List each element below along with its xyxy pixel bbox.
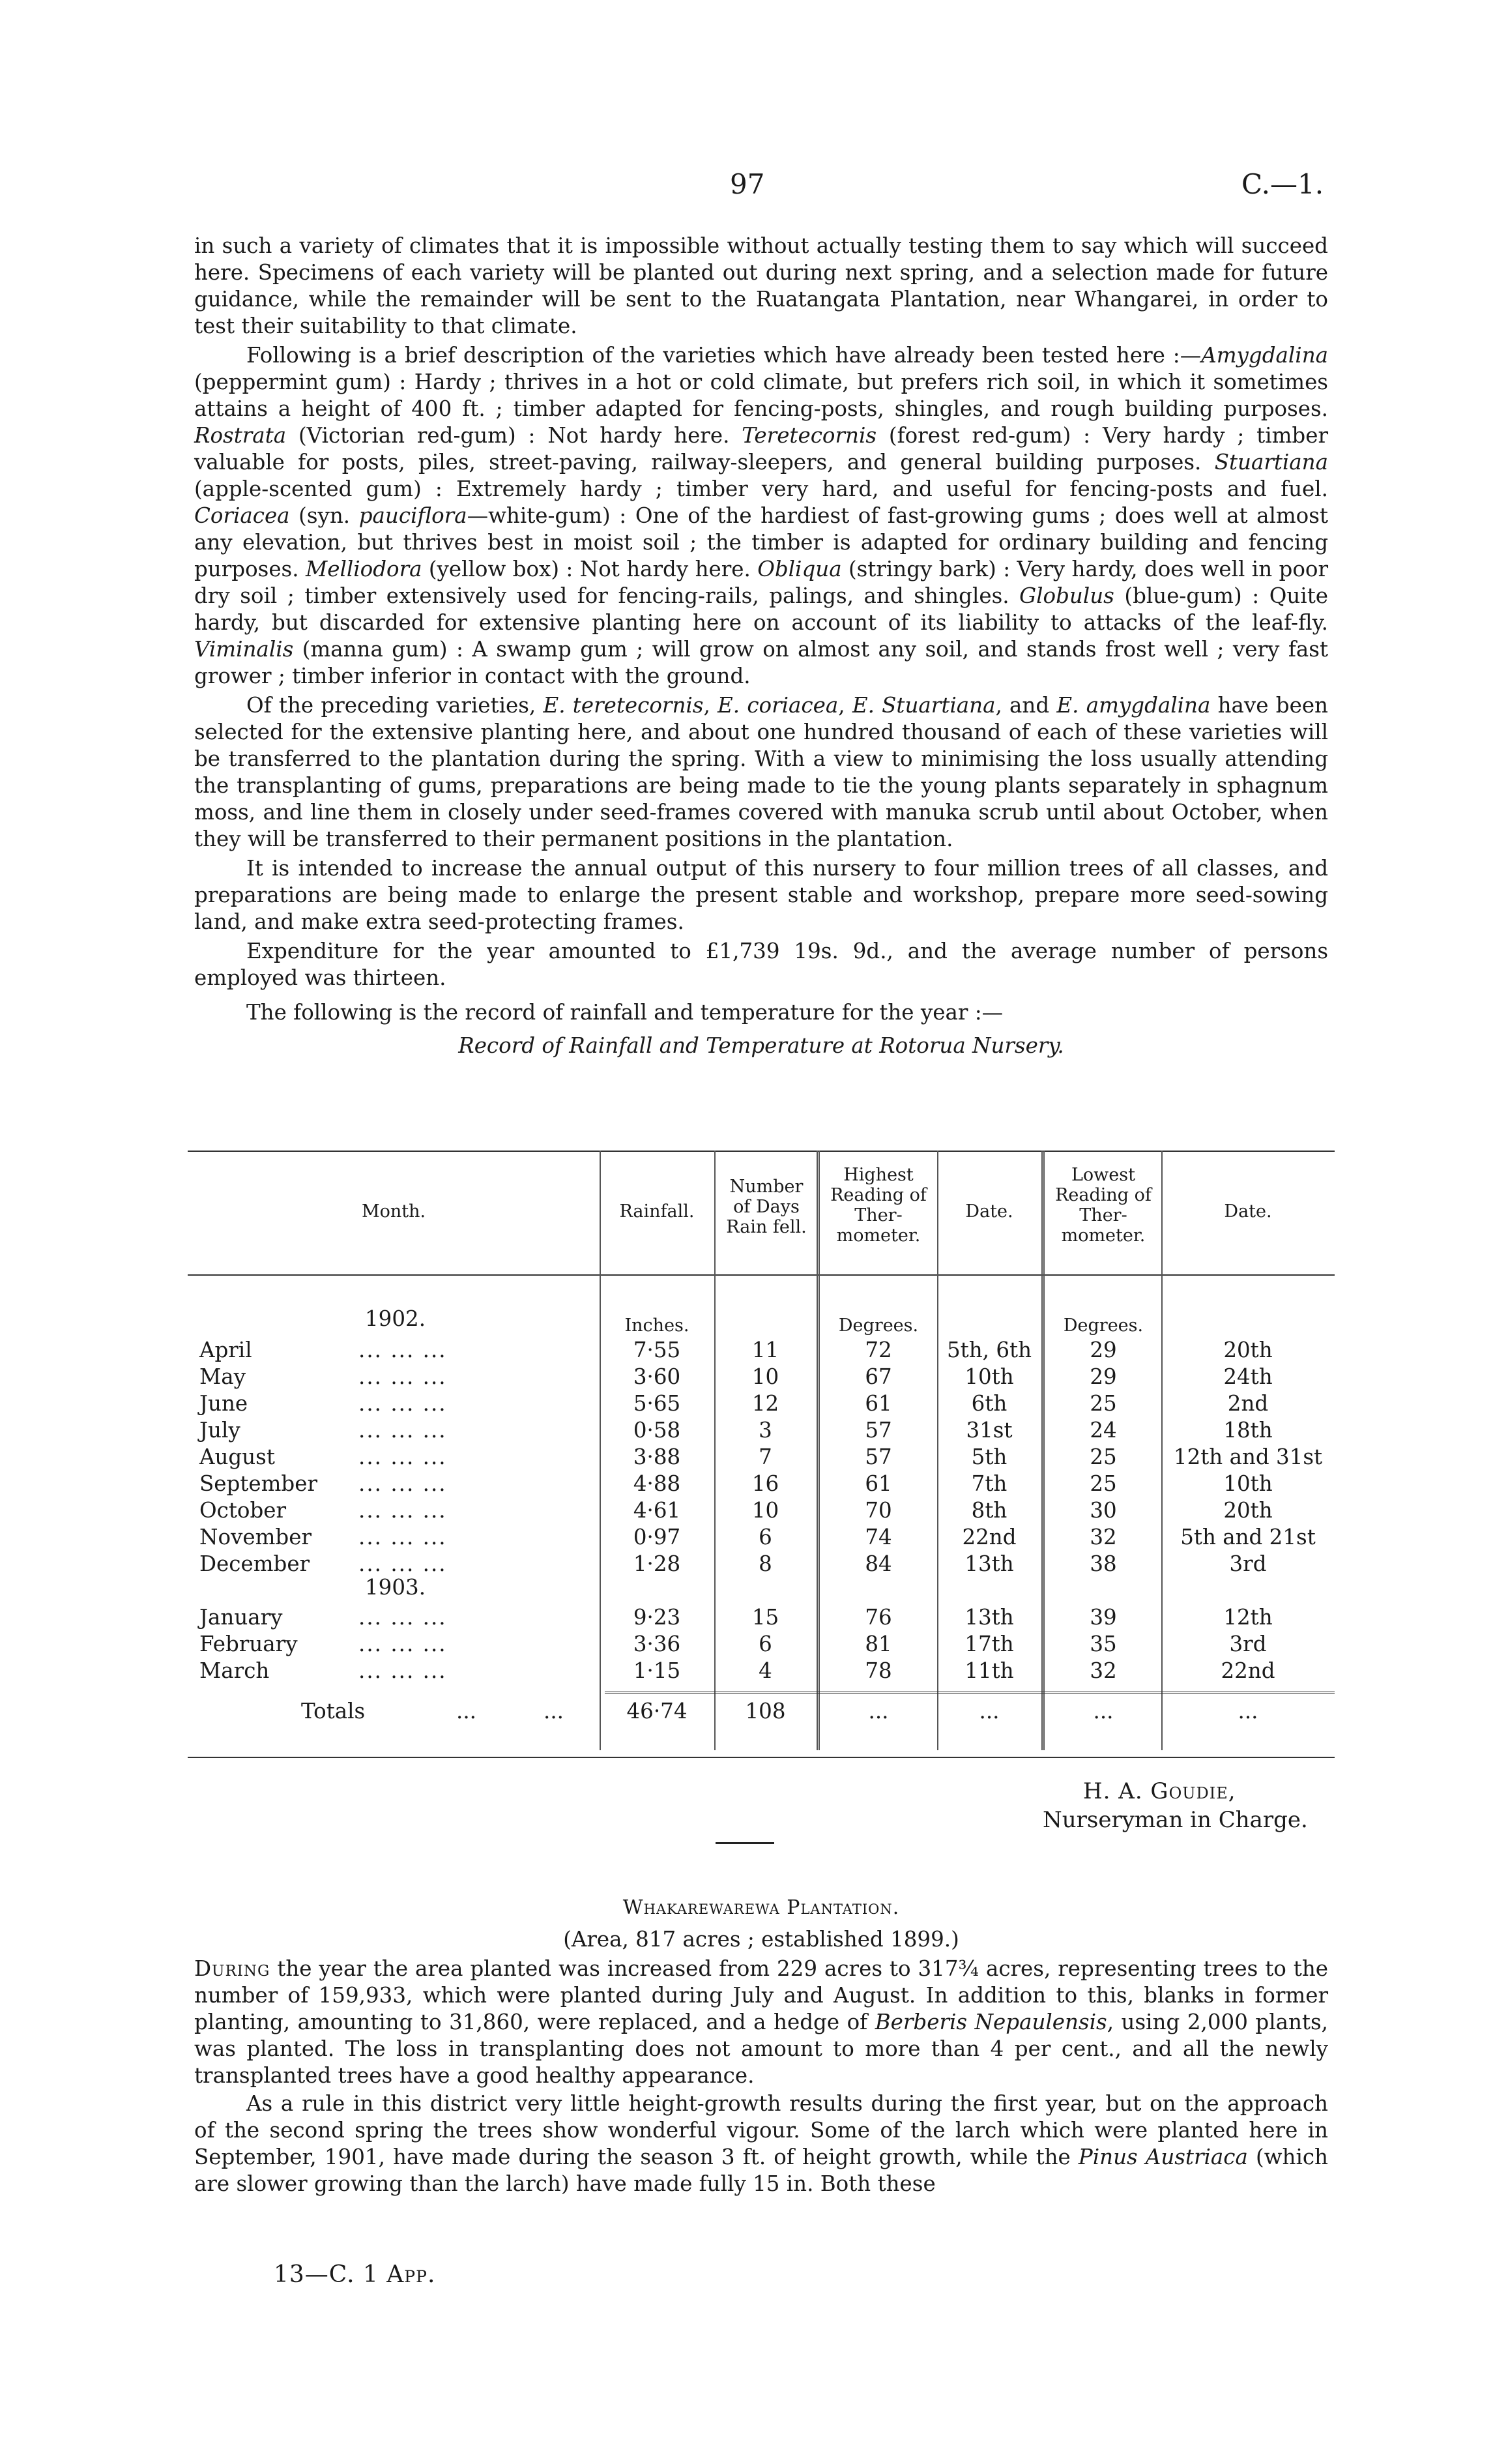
unit-highest: Degrees.: [838, 1315, 919, 1336]
cell-days: 6: [759, 1632, 772, 1656]
cell-rainfall: 4·88: [633, 1471, 681, 1496]
section-divider: [716, 1842, 774, 1844]
cell-month: July: [199, 1418, 240, 1443]
totals-rainfall: 46·74: [626, 1699, 688, 1723]
cell-rainfall: 0·58: [633, 1418, 681, 1443]
cell-highest: 61: [865, 1391, 892, 1416]
cell-rainfall: 1·15: [633, 1658, 681, 1683]
cell-month: May: [199, 1364, 246, 1389]
cell-month: September: [199, 1471, 317, 1496]
cell-date-high: 13th: [964, 1551, 1014, 1576]
cell-highest: 74: [865, 1525, 892, 1549]
row-leader: ... ... ...: [358, 1498, 447, 1523]
totals-leader: ...: [544, 1699, 564, 1723]
cell-highest: 72: [865, 1338, 892, 1362]
row-leader: ... ... ...: [358, 1364, 447, 1389]
cell-highest: 57: [865, 1445, 892, 1469]
cell-date-low: 18th: [1223, 1418, 1273, 1443]
totals-date-high: ...: [979, 1699, 1000, 1723]
cell-date-low: 10th: [1223, 1471, 1273, 1496]
signatory-name: H. A. Goudie,: [1083, 1778, 1236, 1804]
cell-rainfall: 5·65: [633, 1391, 681, 1416]
paragraph-record-intro: The following is the record of rainfall and temperature for the year :—: [246, 1000, 1004, 1025]
section-paragraph-2: As a rule in this district very little height-growth results during the first year, but on the approach of the second spring the trees show wonderful vigour. Some of the larch which were planted here in September, 1901, have made during the season 3 ft. of height growth, while the Pinus Austriaca (which are slower growing than the larch) have made fully 15 in. Both these: [194, 2091, 1328, 2196]
year-label-1902: 1902.: [365, 1306, 426, 1331]
cell-days: 15: [751, 1605, 779, 1630]
row-leader: ... ... ...: [358, 1632, 447, 1656]
cell-highest: 78: [865, 1658, 892, 1683]
cell-rainfall: 9·23: [633, 1605, 681, 1630]
cell-rainfall: 3·36: [633, 1632, 681, 1656]
cell-days: 7: [759, 1445, 772, 1469]
cell-date-high: 8th: [971, 1498, 1007, 1523]
cell-lowest: 29: [1090, 1364, 1117, 1389]
header-days: Number of Days Rain fell.: [726, 1177, 807, 1237]
paragraph-selected-varieties: Of the preceding varieties, E. teretecornis, E. coriacea, E. Stuartiana, and E. amygdalina have been selected for the extensive planting here, and about one hundred thousand of each of these varieties will be transferred to the plantation during the spring. With a view to minimising the loss usually attending the transplanting of gums, preparations are being made to tie the young plants separately in sphagnum moss, and line them in closely under seed-frames covered with manuka scrub until about October, when they will be transferred to their permanent positions in the plantation.: [194, 693, 1328, 851]
section-whakarewarewa: [194, 1894, 1328, 2197]
column-divider: [1041, 1151, 1045, 1750]
cell-rainfall: 1·28: [633, 1551, 681, 1576]
column-divider: [817, 1151, 820, 1750]
totals-leader: ...: [456, 1699, 476, 1723]
totals-label: Totals: [301, 1699, 366, 1723]
cell-date-high: 22nd: [962, 1525, 1017, 1549]
year-label-1903: 1903.: [365, 1575, 426, 1600]
cell-month: November: [199, 1525, 312, 1549]
cell-date-low: 2nd: [1227, 1391, 1269, 1416]
cell-days: 6: [759, 1525, 772, 1549]
cell-rainfall: 0·97: [633, 1525, 681, 1549]
cell-date-high: 17th: [964, 1632, 1014, 1656]
cell-date-low: 24th: [1223, 1364, 1273, 1389]
cell-month: January: [199, 1605, 283, 1630]
cell-month: August: [199, 1445, 275, 1469]
row-leader: ... ... ...: [358, 1445, 447, 1469]
paragraph-varieties: Following is a brief description of the varieties which have already been tested here :—Amygdalina (peppermint gum) : Hardy ; thrives in a hot or cold climate, but prefers rich soil, in which it sometimes attains a height of 400 ft. ; timber adapted for fencing-posts, shingles, and rough building purposes. Rostrata (Victorian red-gum) : Not hardy here. Teretecornis (forest red-gum) : Very hardy ; timber valuable for posts, piles, street-paving, railway-sleepers, and general building purposes. Stuartiana (apple-scented gum) : Extremely hardy ; timber very hard, and useful for fencing-posts and fuel. Coriacea (syn. pauciflora—white-gum) : One of the hardiest of fast-growing gums ; does well at almost any elevation, but thrives best in moist soil ; the timber is adapted for ordinary building and fencing purposes. Melliodora (yellow box) : Not hardy here. Obliqua (stringy bark) : Very hardy, does well in poor dry soil ; timber extensively used for fencing-rails, palings, and shingles. Globulus (blue-gum) : Quite hardy, but discarded for extensive planting here on account of its liability to attacks of the leaf-fly. Viminalis (manna gum) : A swamp gum ; will grow on almost any soil, and stands frost well ; very fast grower ; timber inferior in contact with the ground.: [194, 343, 1328, 688]
totals-highest: ...: [868, 1699, 889, 1723]
cell-date-high: 5th, 6th: [947, 1338, 1032, 1362]
header-rainfall: Rainfall.: [619, 1201, 695, 1222]
cell-date-low: 20th: [1223, 1338, 1273, 1362]
row-leader: ... ... ...: [358, 1391, 447, 1416]
table-caption: Record of Rainfall and Temperature at Rotorua Nursery.: [458, 1033, 1064, 1058]
cell-date-high: 13th: [964, 1605, 1014, 1630]
cell-month: December: [199, 1551, 310, 1576]
cell-date-low: 12th and 31st: [1173, 1445, 1323, 1469]
cell-date-high: 11th: [964, 1658, 1014, 1683]
cell-days: 8: [759, 1551, 772, 1576]
cell-lowest: 35: [1090, 1632, 1117, 1656]
cell-lowest: 32: [1090, 1658, 1117, 1683]
totals-lowest: ...: [1093, 1699, 1114, 1723]
totals-rule: [605, 1692, 1335, 1694]
table-header-rule: [188, 1274, 1335, 1276]
cell-highest: 70: [865, 1498, 892, 1523]
cell-date-high: 31st: [966, 1418, 1013, 1443]
cell-rainfall: 4·61: [633, 1498, 681, 1523]
cell-month: March: [199, 1658, 270, 1683]
row-leader: ... ... ...: [358, 1471, 447, 1496]
signature-mark: 13—C. 1 App.: [274, 2261, 436, 2288]
cell-month: February: [199, 1632, 298, 1656]
unit-rainfall: Inches.: [624, 1315, 689, 1336]
cell-month: October: [199, 1498, 287, 1523]
header-highest: Highest Reading of Ther- mometer.: [830, 1165, 927, 1246]
cell-rainfall: 3·88: [633, 1445, 681, 1469]
header-month: Month.: [361, 1201, 426, 1222]
cell-date-low: 3rd: [1229, 1632, 1267, 1656]
paragraph-expenditure: Expenditure for the year amounted to £1,739 19s. 9d., and the average number of persons employed was thirteen.: [194, 939, 1328, 990]
cell-highest: 76: [865, 1605, 892, 1630]
section-title: Whakarewarewa Plantation.: [622, 1896, 900, 1919]
table-top-rule: [188, 1151, 1335, 1152]
cell-date-low: 20th: [1223, 1498, 1273, 1523]
cell-days: 12: [751, 1391, 779, 1416]
cell-rainfall: 7·55: [633, 1338, 681, 1362]
cell-lowest: 24: [1090, 1418, 1117, 1443]
page-number: 97: [730, 168, 765, 200]
cell-rainfall: 3·60: [633, 1364, 681, 1389]
section-subtitle: (Area, 817 acres ; established 1899.): [563, 1927, 959, 1952]
paragraph-output: It is intended to increase the annual output of this nursery to four million trees of all classes, and preparations are being made to enlarge the present stable and workshop, prepare more seed-sowing land, and make extra seed-protecting frames.: [194, 856, 1328, 934]
cell-month: April: [199, 1338, 252, 1362]
cell-highest: 67: [865, 1364, 892, 1389]
paragraph-1: in such a variety of climates that it is impossible without actually testing them to say which will succeed here. Specimens of each variety will be planted out during next spring, and a selection made for future guidance, while the remainder will be sent to the Ruatangata Plantation, near Whangarei, in order to test their suitability to that climate.: [194, 233, 1328, 338]
row-leader: ... ... ...: [358, 1658, 447, 1683]
cell-highest: 84: [865, 1551, 892, 1576]
totals-days: 108: [745, 1699, 786, 1723]
cell-highest: 81: [865, 1632, 892, 1656]
cell-lowest: 29: [1090, 1338, 1117, 1362]
intro-text: [194, 233, 1328, 1059]
cell-lowest: 30: [1090, 1498, 1117, 1523]
row-leader: ... ... ...: [358, 1551, 447, 1576]
header-date-high: Date.: [965, 1201, 1013, 1222]
row-leader: ... ... ...: [358, 1525, 447, 1549]
cell-date-low: 5th and 21st: [1180, 1525, 1316, 1549]
totals-date-low: ...: [1238, 1699, 1258, 1723]
table-bottom-rule: [188, 1757, 1335, 1758]
cell-date-high: 5th: [971, 1445, 1007, 1469]
cell-days: 4: [759, 1658, 772, 1683]
cell-date-high: 10th: [964, 1364, 1014, 1389]
cell-date-low: 22nd: [1221, 1658, 1275, 1683]
cell-days: 16: [751, 1471, 779, 1496]
cell-days: 3: [759, 1418, 772, 1443]
cell-highest: 57: [865, 1418, 892, 1443]
cell-date-high: 6th: [971, 1391, 1007, 1416]
cell-lowest: 25: [1090, 1391, 1117, 1416]
cell-days: 10: [751, 1364, 779, 1389]
cell-date-low: 12th: [1223, 1605, 1273, 1630]
cell-lowest: 39: [1090, 1605, 1117, 1630]
cell-lowest: 25: [1090, 1471, 1117, 1496]
document-code: C.—1.: [1241, 168, 1324, 200]
cell-date-low: 3rd: [1229, 1551, 1267, 1576]
row-leader: ... ... ...: [358, 1605, 447, 1630]
section-paragraph-1: During the year the area planted was increased from 229 acres to 317¾ acres, representing trees to the number of 159,933, which were planted during July and August. In addition to this, blanks in former planting, amounting to 31,860, were replaced, and a hedge of Berberis Nepaulensis, using 2,000 plants, was planted. The loss in transplanting does not amount to more than 4 per cent., and all the newly transplanted trees have a good healthy appearance.: [194, 1956, 1328, 2088]
cell-highest: 61: [865, 1471, 892, 1496]
row-leader: ... ... ...: [358, 1418, 447, 1443]
signatory-title: Nurseryman in Charge.: [1043, 1807, 1308, 1833]
cell-days: 11: [751, 1338, 779, 1362]
cell-lowest: 25: [1090, 1445, 1117, 1469]
cell-month: June: [199, 1391, 248, 1416]
header-lowest: Lowest Reading of Ther- mometer.: [1055, 1165, 1152, 1246]
cell-lowest: 38: [1090, 1551, 1117, 1576]
cell-date-high: 7th: [971, 1471, 1007, 1496]
unit-lowest: Degrees.: [1063, 1315, 1144, 1336]
row-leader: ... ... ...: [358, 1338, 447, 1362]
cell-days: 10: [751, 1498, 779, 1523]
header-date-low: Date.: [1224, 1201, 1272, 1222]
cell-lowest: 32: [1090, 1525, 1117, 1549]
